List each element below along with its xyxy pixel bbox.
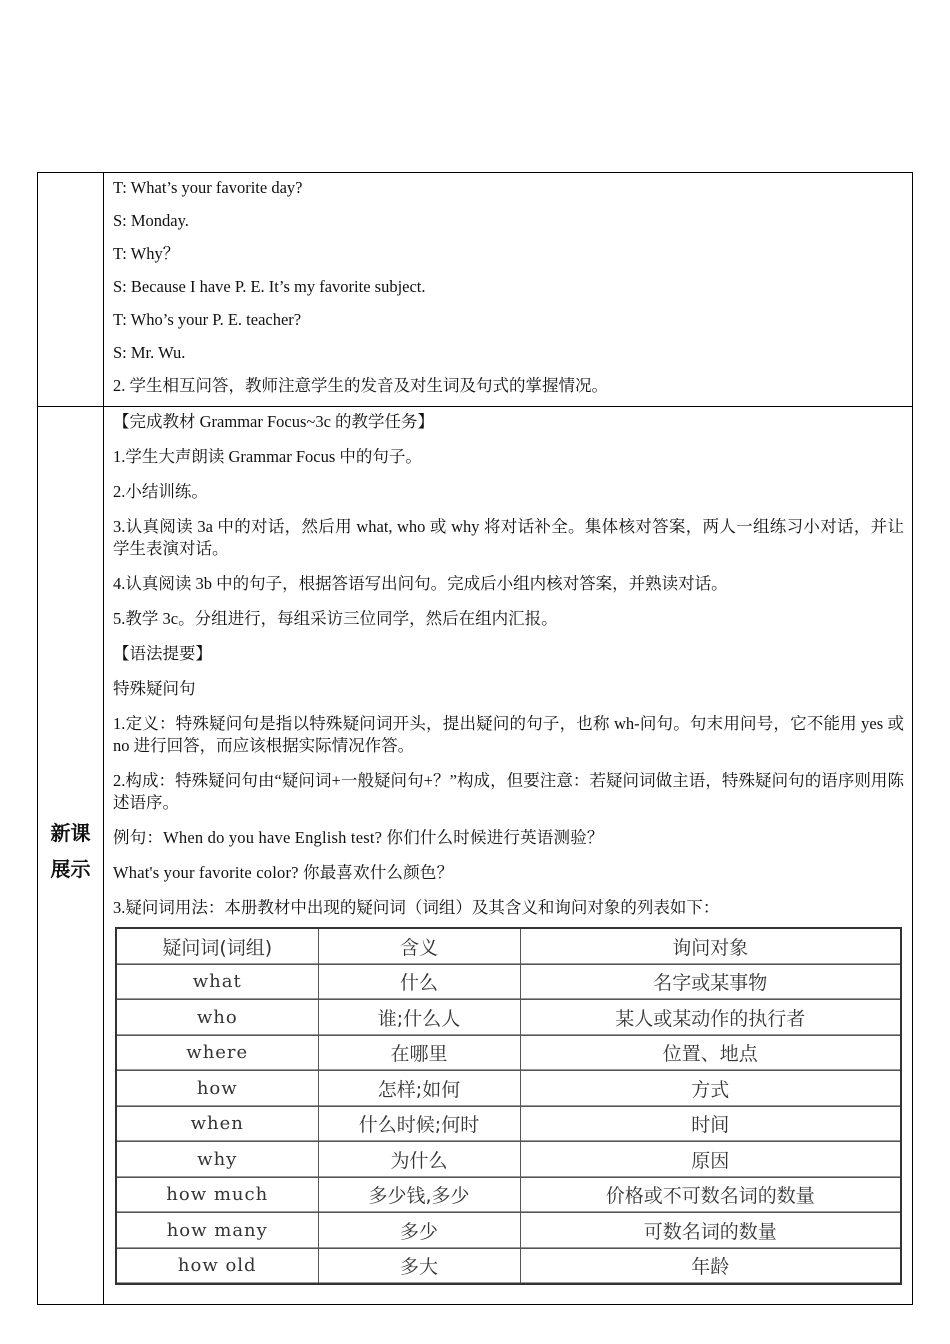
grammar-topic: 特殊疑问句 <box>113 679 196 698</box>
table-row <box>116 1142 901 1178</box>
table-row <box>116 1000 901 1036</box>
target: 时间 <box>520 1106 901 1142</box>
target: 某人或某动作的执行者 <box>520 1000 901 1036</box>
task-step: 4.认真阅读 3b 中的句子，根据答语写出问句。完成后小组内核对答案，并熟读对话。 <box>113 574 728 593</box>
task-step: 1.学生大声朗读 Grammar Focus 中的句子。 <box>113 447 422 466</box>
question-word: what <box>116 964 318 1000</box>
section-label-line-2: 展示 <box>50 857 91 881</box>
example-sentence: What's your favorite color? 你最喜欢什么颜色？ <box>113 863 454 882</box>
table-row <box>116 1071 901 1107</box>
task-step: 2.小结训练。 <box>113 482 208 501</box>
task-heading: 【完成教材 Grammar Focus~3c 的教学任务】 <box>113 412 435 431</box>
grammar-heading: 【语法提要】 <box>113 644 212 663</box>
question-word: why <box>116 1142 318 1178</box>
question-word-intro: 3.疑问词用法：本册教材中出现的疑问词（词组）及其含义和询问对象的列表如下： <box>113 898 720 917</box>
meaning: 多大 <box>318 1248 520 1284</box>
question-word: how <box>116 1071 318 1107</box>
meaning: 什么 <box>318 964 520 1000</box>
task-step: 3.认真阅读 3a 中的对话，然后用 what, who 或 why 将对话补全。集体核对答案，两人一组练习小对话，并让学生表演对话。 <box>113 517 904 558</box>
dialogue-cell <box>113 177 904 408</box>
dialogue-line: T: Who’s your P. E. teacher? <box>113 310 302 329</box>
target: 方式 <box>520 1071 901 1107</box>
meaning: 谁;什么人 <box>318 1000 520 1036</box>
target: 年龄 <box>520 1248 901 1284</box>
meaning: 为什么 <box>318 1142 520 1178</box>
dialogue-line: S: Mr. Wu. <box>113 343 186 362</box>
dialogue-line: S: Monday. <box>113 211 189 230</box>
table-row <box>116 1106 901 1142</box>
table-row <box>116 1035 901 1071</box>
table-row <box>116 1248 901 1284</box>
question-word: when <box>116 1106 318 1142</box>
target: 可数名词的数量 <box>520 1213 901 1249</box>
question-word: how old <box>116 1248 318 1284</box>
question-word-table <box>115 927 902 1285</box>
dialogue-line: S: Because I have P. E. It’s my favorite subject. <box>113 277 426 296</box>
question-word: where <box>116 1035 318 1071</box>
dialogue-line: T: What’s your favorite day? <box>113 178 303 197</box>
target: 名字或某事物 <box>520 964 901 1000</box>
question-word: who <box>116 1000 318 1036</box>
header-question-word: 疑问词(词组) <box>116 928 318 964</box>
table-row <box>116 1213 901 1249</box>
table-header-row <box>116 928 901 964</box>
question-word: how much <box>116 1177 318 1213</box>
target: 原因 <box>520 1142 901 1178</box>
target: 位置、地点 <box>520 1035 901 1071</box>
question-word: how many <box>116 1213 318 1249</box>
section-label-line-1: 新课 <box>50 821 91 845</box>
header-target: 询问对象 <box>520 928 901 964</box>
instruction-line: 2. 学生相互问答，教师注意学生的发音及对生词及句式的掌握情况。 <box>113 376 608 395</box>
column-divider <box>103 173 104 1304</box>
table-row <box>116 1177 901 1213</box>
meaning: 什么时候;何时 <box>318 1106 520 1142</box>
new-lesson-cell <box>113 411 904 932</box>
meaning: 怎样;如何 <box>318 1071 520 1107</box>
task-step: 5.教学 3c。分组进行，每组采访三位同学，然后在组内汇报。 <box>113 609 558 628</box>
dialogue-line: T: Why？ <box>113 244 180 263</box>
header-meaning: 含义 <box>318 928 520 964</box>
meaning: 多少钱,多少 <box>318 1177 520 1213</box>
target: 价格或不可数名词的数量 <box>520 1177 901 1213</box>
meaning: 在哪里 <box>318 1035 520 1071</box>
example-sentence: 例句：When do you have English test? 你们什么时候进行英语测验？ <box>113 828 604 847</box>
meaning: 多少 <box>318 1213 520 1249</box>
table-row <box>116 964 901 1000</box>
lesson-table-frame <box>37 172 913 1305</box>
grammar-definition: 1.定义：特殊疑问句是指以特殊疑问词开头，提出疑问的句子，也称 wh-问句。句末用问号，它不能用 yes 或 no 进行回答，而应该根据实际情况作答。 <box>113 714 904 755</box>
section-label <box>38 815 103 887</box>
grammar-structure: 2.构成：特殊疑问句由“疑问词+一般疑问句+？”构成，但要注意：若疑问词做主语，特殊疑问句的语序则用陈述语序。 <box>113 771 904 812</box>
